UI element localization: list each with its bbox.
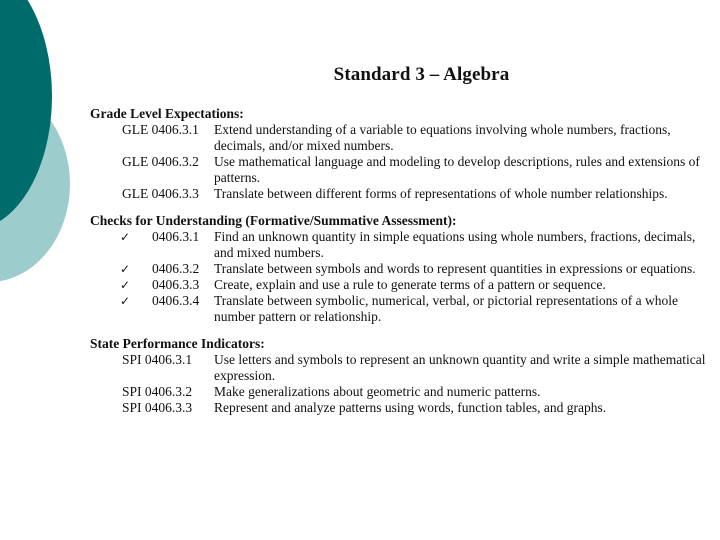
item-text: Use letters and symbols to represent an unknown quantity and write a simple mathematical expression. bbox=[214, 352, 706, 383]
section-heading: Grade Level Expectations: bbox=[90, 106, 244, 121]
section-grade-level-expectations bbox=[90, 106, 715, 202]
section-heading: Checks for Understanding (Formative/Summative Assessment): bbox=[90, 213, 457, 228]
checkmark-icon: ✓ bbox=[120, 262, 131, 276]
section-checks-for-understanding bbox=[90, 213, 715, 325]
item-text: Translate between symbolic, numerical, verbal, or pictorial representations of a whole number pattern or relationship. bbox=[214, 293, 678, 324]
list-item bbox=[90, 400, 715, 416]
list-item bbox=[90, 277, 715, 293]
checkmark-icon: ✓ bbox=[120, 230, 131, 244]
list-item bbox=[90, 229, 715, 261]
item-text: Use mathematical language and modeling to develop descriptions, rules and extensions of patterns. bbox=[214, 154, 700, 185]
item-text: Translate between symbols and words to represent quantities in expressions or equations. bbox=[214, 261, 696, 276]
list-item bbox=[90, 352, 715, 384]
item-text: Create, explain and use a rule to generate terms of a pattern or sequence. bbox=[214, 277, 606, 292]
item-text: Find an unknown quantity in simple equations using whole numbers, fractions, decimals, and mixed numbers. bbox=[214, 229, 696, 260]
item-code: SPI 0406.3.1 bbox=[122, 352, 193, 367]
item-code: 0406.3.1 bbox=[152, 229, 200, 244]
item-code: SPI 0406.3.3 bbox=[122, 400, 193, 415]
section-state-performance-indicators bbox=[90, 336, 715, 416]
item-text: Extend understanding of a variable to equations involving whole numbers, fractions, decimals, and/or mixed numbers. bbox=[214, 122, 671, 153]
item-code: GLE 0406.3.2 bbox=[122, 154, 199, 169]
item-text: Make generalizations about geometric and numeric patterns. bbox=[214, 384, 541, 399]
item-code: 0406.3.4 bbox=[152, 293, 200, 308]
item-text: Translate between different forms of representations of whole number relationships. bbox=[214, 186, 668, 201]
item-code: 0406.3.2 bbox=[152, 261, 200, 276]
item-text: Represent and analyze patterns using words, function tables, and graphs. bbox=[214, 400, 607, 415]
list-item bbox=[90, 122, 715, 154]
checkmark-icon: ✓ bbox=[120, 294, 131, 308]
item-code: SPI 0406.3.2 bbox=[122, 384, 193, 399]
list-item bbox=[90, 293, 715, 325]
list-item bbox=[90, 384, 715, 400]
list-item bbox=[90, 261, 715, 277]
list-item bbox=[90, 186, 715, 202]
section-heading: State Performance Indicators: bbox=[90, 336, 265, 351]
list-item bbox=[90, 154, 715, 186]
page-title: Standard 3 – Algebra bbox=[333, 64, 510, 85]
checkmark-icon: ✓ bbox=[120, 278, 131, 292]
document-content bbox=[90, 64, 715, 427]
item-code: GLE 0406.3.1 bbox=[122, 122, 199, 137]
item-code: 0406.3.3 bbox=[152, 277, 200, 292]
item-code: GLE 0406.3.3 bbox=[122, 186, 199, 201]
